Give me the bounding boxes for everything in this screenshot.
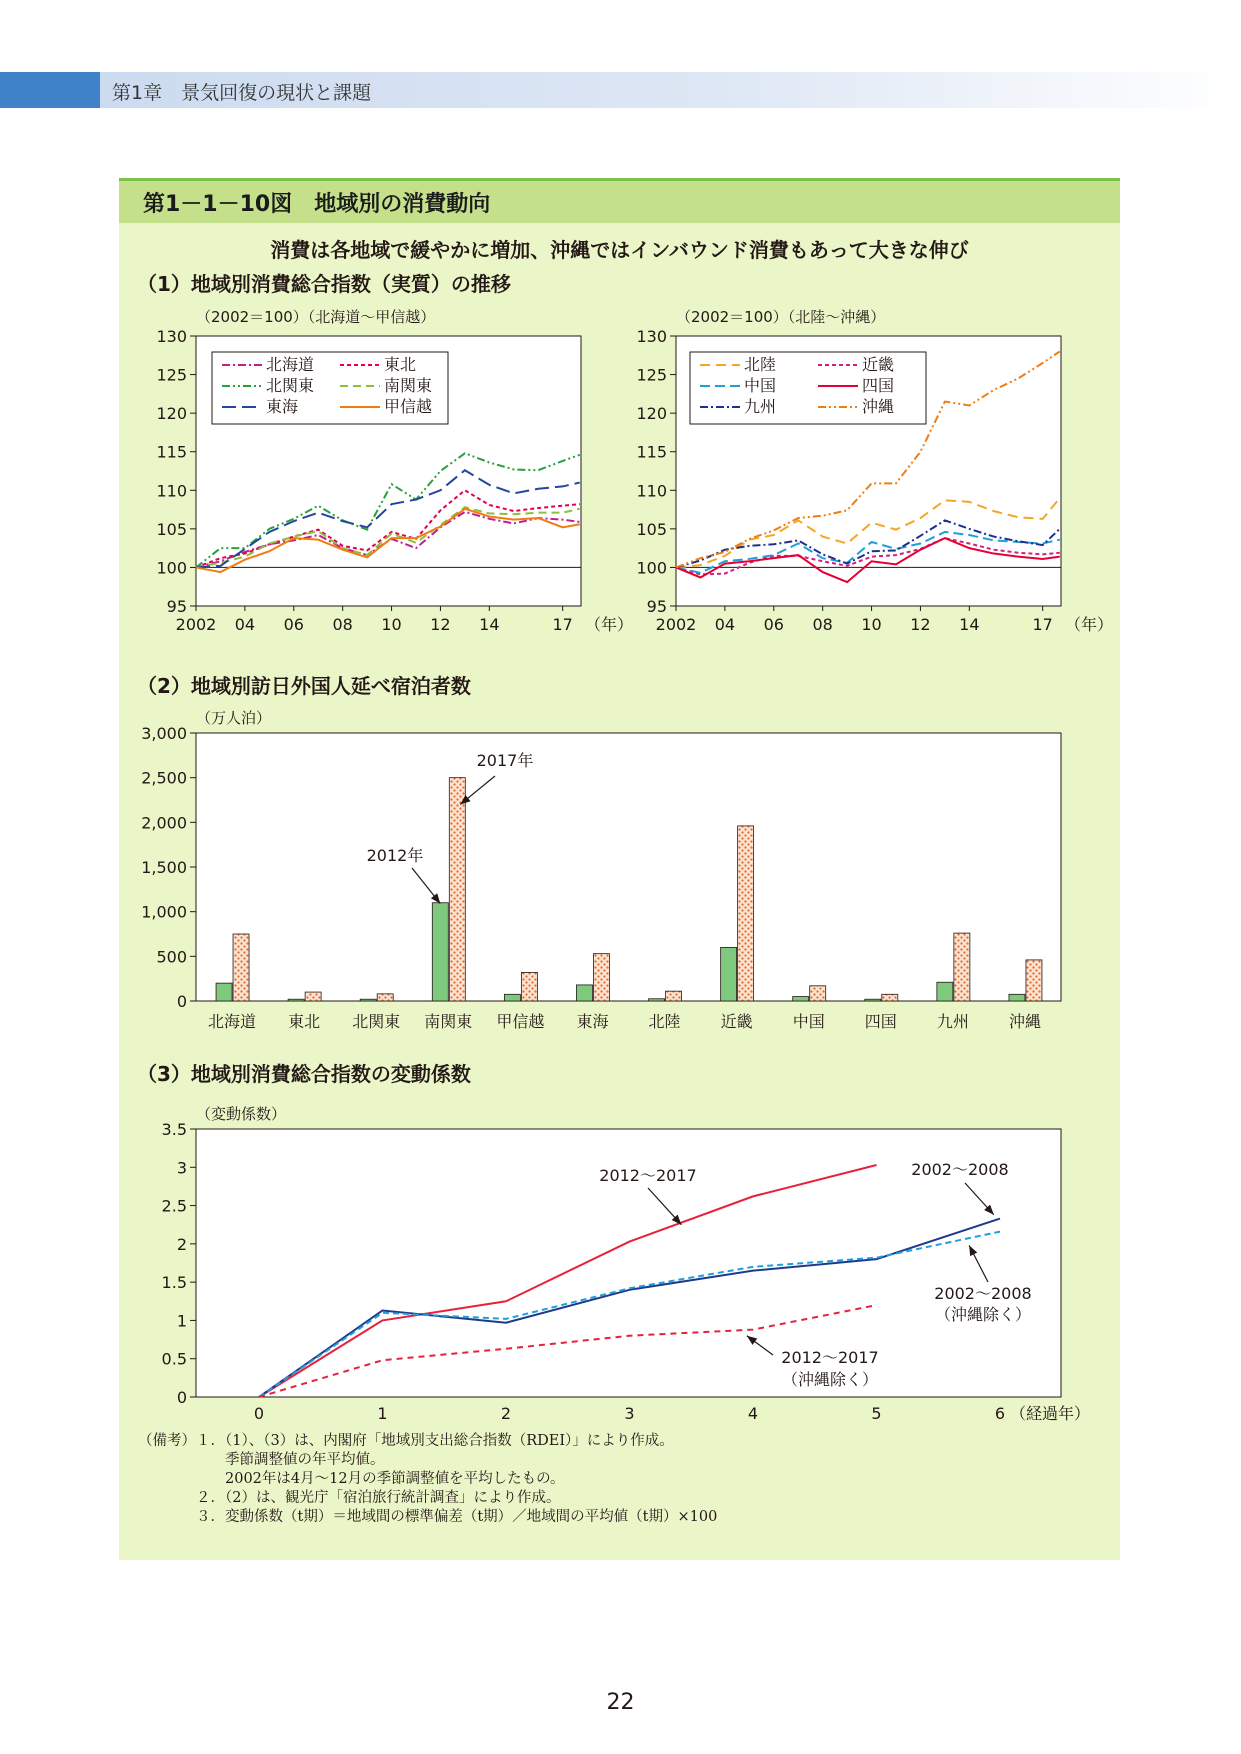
note-line: 2002年は4月～12月の季節調整値を平均したもの。 [138, 1471, 565, 1487]
y-tick-label: 110 [156, 481, 187, 501]
category-label: 近畿 [720, 1012, 753, 1031]
y-tick-label: 105 [156, 519, 187, 539]
figure-title: 第1－1－10図 地域別の消費動向 [143, 192, 491, 217]
bar-2017 [377, 994, 393, 1001]
cv-label-2002-2008-ex-sub: （沖縄除く） [934, 1305, 1032, 1324]
bar-2017 [810, 986, 826, 1001]
x-tick-label: 14 [479, 615, 500, 634]
legend-label: 北陸 [744, 355, 777, 374]
category-label: 南関東 [424, 1012, 473, 1031]
chapter-title: 第1章 景気回復の現状と課題 [112, 82, 372, 104]
x-tick-label: 6 [994, 1404, 1006, 1423]
x-tick-label: 06 [283, 615, 304, 634]
x-tick-label: 10 [381, 615, 402, 634]
bar-2017 [593, 954, 609, 1001]
x-tick-label: 2 [500, 1404, 512, 1423]
y-tick-label: 2,000 [141, 813, 187, 833]
y-tick-label: 105 [636, 519, 667, 539]
note-line: ２．（2）は、観光庁「宿泊旅行統計調査」により作成。 [138, 1490, 561, 1506]
legend-label: 東北 [384, 355, 417, 374]
x-unit-label: （年） [585, 615, 634, 634]
bar-2012 [721, 947, 737, 1001]
y-tick-label: 500 [156, 947, 187, 967]
y-tick-label: 120 [156, 404, 187, 424]
bar-2012 [576, 985, 592, 1001]
x-tick-label: 10 [861, 615, 882, 634]
note-line: 季節調整値の年平均値。 [138, 1452, 385, 1468]
annotation-2017: 2017年 [476, 751, 534, 770]
y-tick-label: 130 [636, 327, 667, 346]
category-label: 北関東 [352, 1012, 401, 1031]
cv-label-2012-2017-ex: 2012～2017 [781, 1348, 879, 1367]
section-1-title: （1）地域別消費総合指数（実質）の推移 [137, 272, 511, 296]
x-tick-label: 17 [1032, 615, 1053, 634]
x-tick-label: 0 [253, 1404, 265, 1423]
y-tick-label: 3 [176, 1158, 187, 1178]
x-tick-label: 5 [871, 1404, 882, 1423]
x-tick-label: 04 [234, 615, 256, 634]
category-label: 四国 [864, 1012, 897, 1031]
y-tick-label: 120 [636, 404, 667, 424]
category-label: 北陸 [648, 1012, 681, 1031]
bar-2017 [521, 972, 537, 1001]
y-tick-label: 95 [646, 597, 667, 616]
y-tick-label: 2.5 [161, 1196, 187, 1216]
unit-label: （変動係数） [196, 1105, 287, 1123]
x-unit-label: （年） [1065, 615, 1114, 634]
cv-label-2012-2017: 2012～2017 [599, 1166, 697, 1185]
y-tick-label: 100 [156, 558, 187, 578]
note-line: ３．変動係数（t期）＝地域間の標準偏差（t期）／地域間の平均値（t期）×100 [138, 1509, 718, 1525]
x-tick-label: 12 [910, 615, 931, 634]
legend-label: 中国 [744, 376, 777, 395]
category-label: 中国 [792, 1012, 825, 1031]
notes-block [138, 1432, 717, 1527]
bar-2017 [233, 934, 249, 1001]
bar-2017 [738, 826, 754, 1001]
y-tick-label: 1 [176, 1311, 187, 1331]
legend-label: 甲信越 [384, 397, 433, 416]
y-tick-label: 0.5 [161, 1349, 187, 1369]
legend-label: 沖縄 [862, 397, 895, 416]
category-label: 甲信越 [496, 1012, 545, 1031]
x-tick-label: 14 [959, 615, 980, 634]
x-tick-label: 08 [332, 615, 353, 634]
y-tick-label: 1.5 [161, 1273, 187, 1293]
unit-label: （2002＝100）（北海道～甲信越） [196, 308, 436, 326]
y-tick-label: 1,000 [141, 902, 187, 922]
figure-subtitle: 消費は各地域で緩やかに増加、沖縄ではインバウンド消費もあって大きな伸び [270, 238, 969, 262]
category-label: 九州 [936, 1012, 969, 1031]
bar-2017 [449, 778, 465, 1001]
page-number: 22 [606, 1690, 635, 1715]
x-tick-label: 08 [812, 615, 833, 634]
bar-2017 [882, 994, 898, 1001]
legend-label: 四国 [862, 376, 895, 395]
x-tick-label: 04 [714, 615, 736, 634]
legend-label: 北関東 [266, 376, 315, 395]
legend-label: 東海 [266, 397, 299, 416]
y-tick-label: 1,500 [141, 858, 187, 877]
bar-2012 [1009, 994, 1025, 1001]
bar-2017 [305, 992, 321, 1001]
section-3-title: （3）地域別消費総合指数の変動係数 [137, 1062, 471, 1086]
unit-label: （万人泊） [196, 709, 272, 727]
bar-2017 [1026, 960, 1042, 1001]
bar-2017 [954, 933, 970, 1001]
category-label: 北海道 [208, 1012, 257, 1031]
y-tick-label: 3.5 [161, 1120, 187, 1139]
legend-label: 九州 [744, 397, 777, 416]
bar-2012 [288, 999, 304, 1001]
cv-label-2002-2008: 2002～2008 [911, 1160, 1009, 1179]
y-tick-label: 125 [636, 365, 667, 385]
bar-2017 [666, 991, 682, 1001]
section-2-title: （2）地域別訪日外国人延べ宿泊者数 [137, 674, 471, 698]
bar-2012 [649, 999, 665, 1001]
y-tick-label: 3,000 [141, 724, 187, 743]
category-label: 東北 [288, 1012, 321, 1031]
legend-label: 南関東 [384, 376, 433, 395]
y-tick-label: 2,500 [141, 768, 187, 788]
bar-2012 [504, 994, 520, 1001]
x-tick-label: 3 [624, 1404, 635, 1423]
x-tick-label: 4 [747, 1404, 759, 1423]
y-tick-label: 95 [166, 597, 187, 616]
cv-label-2002-2008-ex: 2002～2008 [934, 1284, 1032, 1303]
bar-plot-area [196, 733, 1061, 1001]
y-tick-label: 130 [156, 327, 187, 346]
bar-2012 [793, 997, 809, 1001]
y-tick-label: 0 [176, 1388, 187, 1407]
y-tick-label: 110 [636, 481, 667, 501]
x-tick-label: 17 [552, 615, 573, 634]
x-tick-label: 2002 [655, 615, 697, 634]
cv-label-2012-2017-ex-sub: （沖縄除く） [781, 1370, 879, 1389]
bar-2012 [937, 982, 953, 1001]
y-tick-label: 0 [176, 992, 187, 1011]
bar-2012 [360, 999, 376, 1001]
x-unit-label: （経過年） [1010, 1404, 1091, 1423]
unit-label: （2002＝100）（北陸～沖縄） [676, 308, 886, 326]
bar-2012 [865, 999, 881, 1001]
y-tick-label: 115 [636, 442, 667, 462]
y-tick-label: 125 [156, 365, 187, 385]
x-tick-label: 06 [763, 615, 784, 634]
category-label: 沖縄 [1008, 1012, 1041, 1031]
x-tick-label: 12 [430, 615, 451, 634]
bar-2012 [216, 983, 232, 1001]
y-tick-label: 100 [636, 558, 667, 578]
bar-2012 [432, 903, 448, 1001]
annotation-2012: 2012年 [366, 846, 424, 865]
note-line: （備考）１．（1）、（3）は、内閣府「地域別支出総合指数（RDEI）」により作成。 [138, 1433, 674, 1449]
x-tick-label: 2002 [175, 615, 217, 634]
category-label: 東海 [576, 1012, 609, 1031]
legend-label: 近畿 [862, 355, 895, 374]
y-tick-label: 115 [156, 442, 187, 462]
y-tick-label: 2 [176, 1234, 187, 1254]
legend-label: 北海道 [266, 355, 315, 374]
x-tick-label: 1 [377, 1404, 388, 1423]
